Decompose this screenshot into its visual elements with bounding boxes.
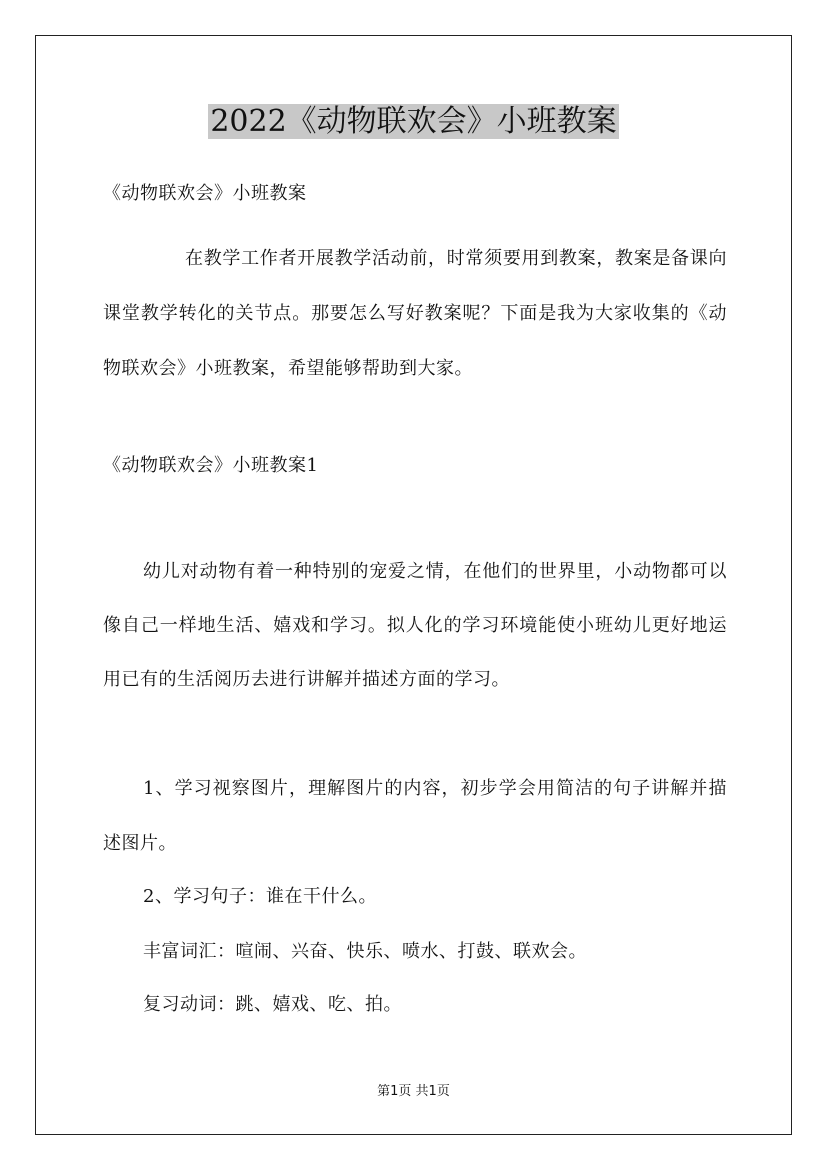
document-title-text: 2022《动物联欢会》小班教案 [210, 104, 617, 139]
intro-paragraph: 在教学工作者开展教学活动前，时常须要用到教案，教案是备课向课堂教学转化的关节点。那要怎么写好教案呢？下面是我为大家收集的《动物联欢会》小班教案，希望能够帮助到大家。 [103, 248, 727, 379]
vocabulary-review: 复习动词：跳、嬉戏、吃、拍。 [143, 994, 402, 1015]
document-title [0, 100, 827, 144]
body-paragraph: 幼儿对动物有着一种特别的宠爱之情，在他们的世界里，小动物都可以像自己一样地生活、嬉戏和学习。拟人化的学习环境能使小班幼儿更好地运用已有的生活阅历去进行讲解并描述方面的学习。 [103, 561, 727, 690]
goal-item-1: 1、学习视察图片，理解图片的内容，初步学会用简洁的句子讲解并描述图片。 [103, 778, 727, 854]
document-subtitle: 《动物联欢会》小班教案 [103, 183, 307, 204]
page-footer: 第1页 共1页 [377, 1084, 450, 1099]
goal-item-2: 2、学习句子：谁在干什么。 [143, 886, 377, 907]
vocabulary-new: 丰富词汇：喧闹、兴奋、快乐、喷水、打鼓、联欢会。 [143, 941, 587, 962]
section-heading: 《动物联欢会》小班教案1 [103, 455, 319, 476]
